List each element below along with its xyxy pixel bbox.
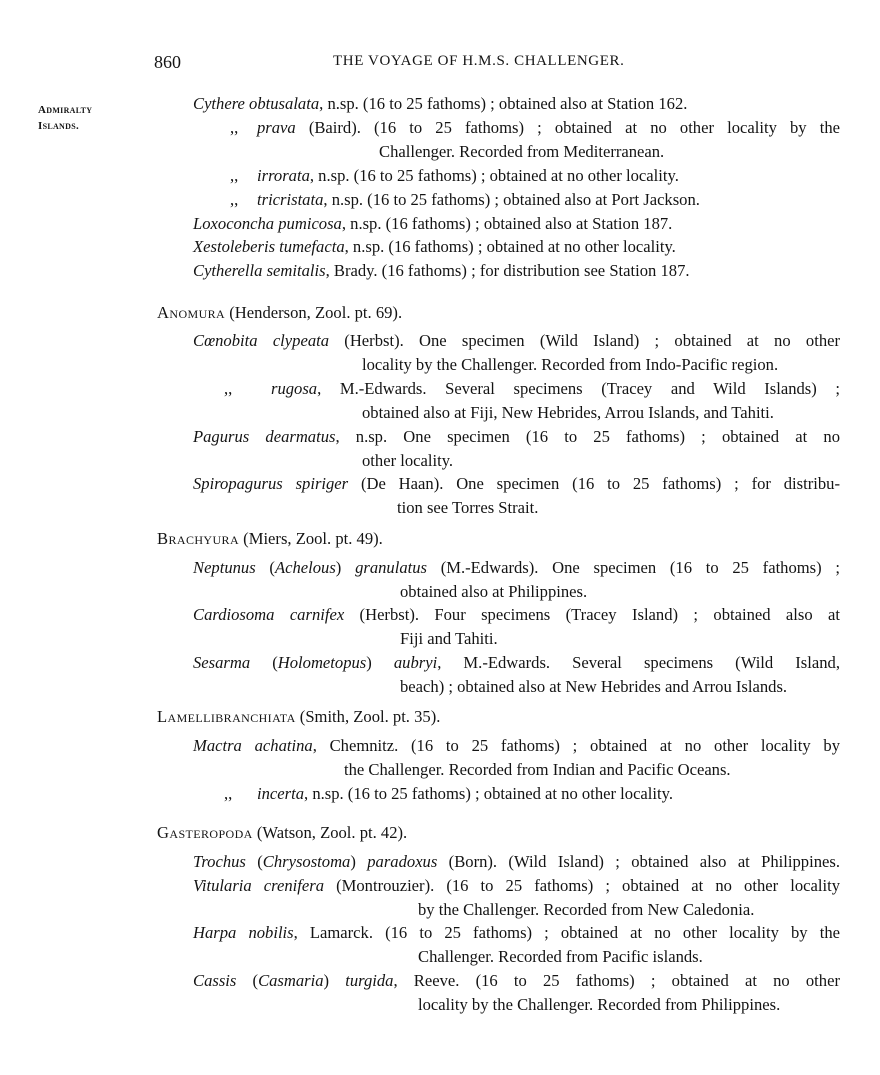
species-entry: prava (Baird). (16 to 25 fathoms) ; obtained at no other locality by the bbox=[257, 118, 840, 137]
entry-continuation: locality by the Challenger. Recorded from Indo-Pacific region. bbox=[362, 355, 779, 374]
entry-continuation: by the Challenger. Recorded from New Caledonia. bbox=[418, 900, 755, 919]
species-entry: Pagurus dearmatus, n.sp. One specimen (16 to 25 fathoms) ; obtained at no bbox=[193, 427, 840, 446]
ditto-mark: ,, bbox=[224, 379, 233, 398]
ditto-mark: ,, bbox=[224, 784, 233, 803]
species-entry: Mactra achatina, Chemnitz. (16 to 25 fathoms) ; obtained at no other locality by bbox=[193, 736, 840, 755]
species-entry: incerta, n.sp. (16 to 25 fathoms) ; obtained at no other locality. bbox=[257, 784, 673, 803]
entry-continuation: Fiji and Tahiti. bbox=[400, 629, 498, 648]
species-entry: Cytherella semitalis, Brady. (16 fathoms) ; for distribution see Station 187. bbox=[193, 261, 690, 280]
entry-continuation: beach) ; obtained also at New Hebrides and Arrou Islands. bbox=[400, 677, 788, 696]
species-entry: Trochus (Chrysostoma) paradoxus (Born). (Wild Island) ; obtained also at Philippines. bbox=[193, 852, 840, 871]
entry-continuation: obtained also at Philippines. bbox=[400, 582, 588, 601]
section-heading: Lamellibranchiata (Smith, Zool. pt. 35). bbox=[157, 707, 441, 726]
marginal-note-line: Islands. bbox=[38, 120, 79, 132]
page-number: 860 bbox=[154, 52, 181, 72]
species-entry: tricristata, n.sp. (16 to 25 fathoms) ; obtained also at Port Jackson. bbox=[257, 190, 700, 209]
entry-continuation: other locality. bbox=[362, 451, 454, 470]
entry-continuation: locality by the Challenger. Recorded from Philippines. bbox=[418, 995, 781, 1014]
marginal-note-line: Admiralty bbox=[38, 104, 93, 116]
species-entry: Harpa nobilis, Lamarck. (16 to 25 fathoms) ; obtained at no other locality by the bbox=[193, 923, 840, 942]
ditto-mark: ,, bbox=[230, 190, 239, 209]
species-entry: Vitularia crenifera (Montrouzier). (16 to 25 fathoms) ; obtained at no other locality bbox=[193, 876, 840, 895]
entry-continuation: tion see Torres Strait. bbox=[397, 498, 539, 517]
species-entry: Cythere obtusalata, n.sp. (16 to 25 fathoms) ; obtained also at Station 162. bbox=[193, 94, 688, 113]
section-heading: Gasteropoda (Watson, Zool. pt. 42). bbox=[157, 823, 408, 842]
species-entry: Cœnobita clypeata (Herbst). One specimen (Wild Island) ; obtained at no other bbox=[193, 331, 841, 350]
species-entry: rugosa, M.-Edwards. Several specimens (Tracey and Wild Islands) ; bbox=[271, 379, 840, 398]
species-entry: Cassis (Casmaria) turgida, Reeve. (16 to 25 fathoms) ; obtained at no other bbox=[193, 971, 840, 990]
running-title: THE VOYAGE OF H.M.S. CHALLENGER. bbox=[333, 53, 625, 69]
entry-continuation: obtained also at Fiji, New Hebrides, Arrou Islands, and Tahiti. bbox=[362, 403, 774, 422]
section-heading: Anomura (Henderson, Zool. pt. 69). bbox=[157, 303, 403, 322]
species-entry: irrorata, n.sp. (16 to 25 fathoms) ; obtained at no other locality. bbox=[257, 166, 679, 185]
entry-continuation: the Challenger. Recorded from Indian and Pacific Oceans. bbox=[344, 760, 731, 779]
species-entry: Sesarma (Holometopus) aubryi, M.-Edwards. Several specimens (Wild Island, bbox=[193, 653, 840, 672]
species-entry: Neptunus (Achelous) granulatus (M.-Edwards). One specimen (16 to 25 fathoms) ; bbox=[193, 558, 841, 577]
ditto-mark: ,, bbox=[230, 118, 239, 137]
section-heading: Brachyura (Miers, Zool. pt. 49). bbox=[157, 529, 383, 548]
marginal-note bbox=[38, 102, 92, 134]
species-entry: Spiropagurus spiriger (De Haan). One specimen (16 to 25 fathoms) ; for distribu- bbox=[193, 474, 840, 493]
entry-continuation: Challenger. Recorded from Mediterranean. bbox=[379, 142, 665, 161]
running-header bbox=[0, 52, 880, 72]
species-entry: Cardiosoma carnifex (Herbst). Four specimens (Tracey Island) ; obtained also at bbox=[193, 605, 840, 624]
species-entry: Loxoconcha pumicosa, n.sp. (16 fathoms) ; obtained also at Station 187. bbox=[193, 214, 673, 233]
entry-continuation: Challenger. Recorded from Pacific islands. bbox=[418, 947, 703, 966]
species-entry: Xestoleberis tumefacta, n.sp. (16 fathoms) ; obtained at no other locality. bbox=[193, 237, 676, 256]
ditto-mark: ,, bbox=[230, 166, 239, 185]
